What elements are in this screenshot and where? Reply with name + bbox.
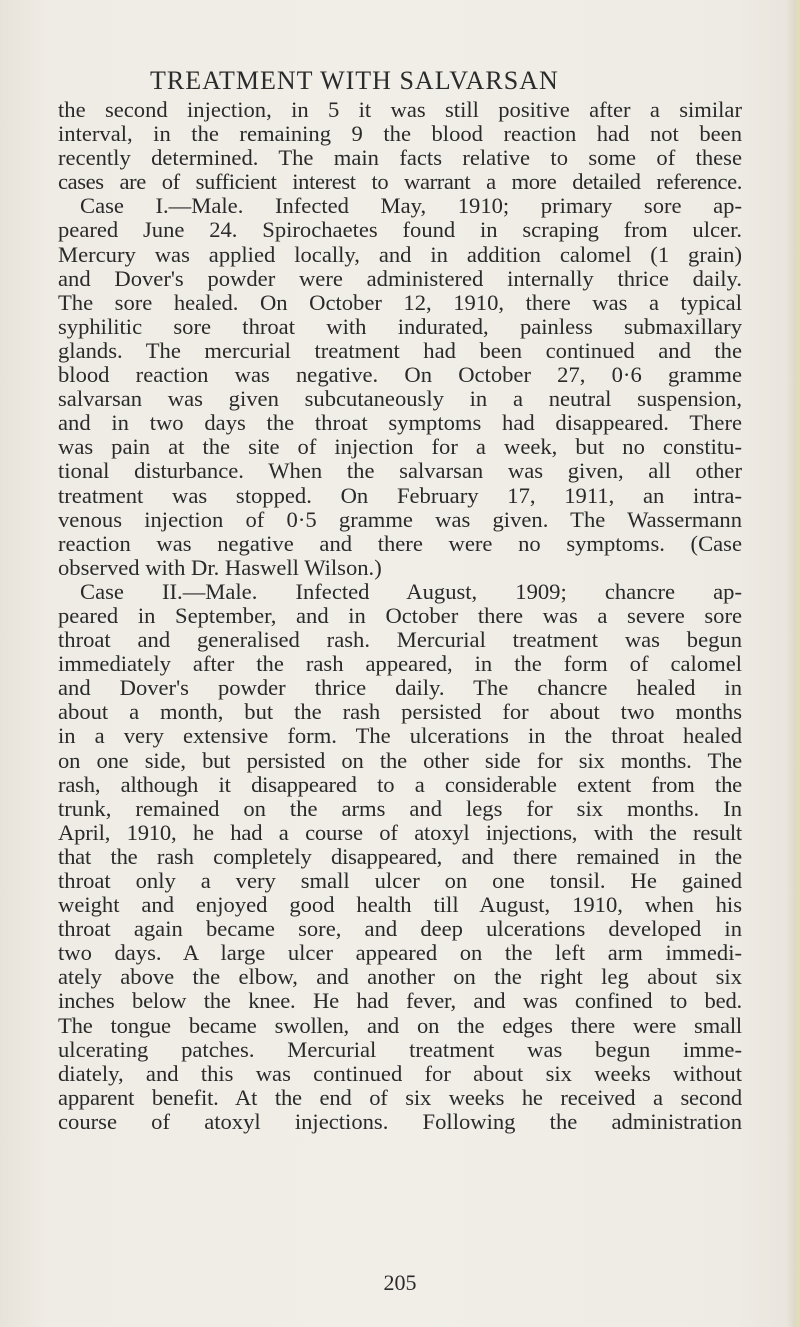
page-edge-shadow: [786, 0, 800, 1327]
text-line: trunk, remained on the arms and legs for six months. In: [58, 795, 742, 821]
text-line: immediately after the rash appeared, in the form of calomel: [58, 651, 742, 677]
text-line: reaction was negative and there were no symptoms. (Case: [58, 530, 742, 556]
text-line: salvarsan was given subcutaneously in a neutral suspension,: [58, 386, 742, 412]
text-line: blood reaction was negative. On October 27, 0·6 gramme: [58, 362, 742, 388]
text-line: ately above the elbow, and another on the right leg about six: [58, 964, 742, 990]
text-line: April, 1910, he had a course of atoxyl injections, with the result: [58, 819, 742, 845]
text-line: Mercury was applied locally, and in addition calomel (1 grain): [58, 241, 742, 267]
text-line: peared in September, and in October there was a severe sore: [58, 602, 742, 628]
text-line: throat and generalised rash. Mercurial treatment was begun: [58, 627, 742, 653]
page-number: 205: [383, 1270, 417, 1295]
case-heading-line: Case II.—Male. Infected August, 1909; chancre ap-: [80, 578, 742, 604]
text-line: diately, and this was continued for about six weeks without: [58, 1060, 742, 1086]
text-line: was pain at the site of injection for a week, but no constitu-: [58, 434, 742, 460]
text-line: inches below the knee. He had fever, and was confined to bed.: [58, 988, 742, 1014]
text-line: recently determined. The main facts relative to some of these: [58, 145, 742, 171]
text-line: throat only a very small ulcer on one tonsil. He gained: [58, 868, 742, 893]
text-line: that the rash completely disappeared, and there remained in the: [58, 843, 742, 869]
text-line: peared June 24. Spirochaetes found in scraping from ulcer.: [58, 217, 742, 243]
running-head: TREATMENT WITH SALVARSAN: [150, 66, 559, 95]
text-line: syphilitic sore throat with indurated, painless submaxillary: [58, 313, 742, 339]
body-text: [58, 98, 742, 1134]
text-line: The sore healed. On October 12, 1910, there was a typical: [58, 289, 742, 315]
text-line: rash, although it disappeared to a considerable extent from the: [58, 771, 742, 797]
text-line: the second injection, in 5 it was still positive after a similar: [58, 97, 742, 122]
text-line: on one side, but persisted on the other side for six months. The: [58, 747, 742, 773]
text-line: glands. The mercurial treatment had been continued and the: [58, 337, 742, 363]
text-line: weight and enjoyed good health till August, 1910, when his: [58, 892, 742, 918]
text-line: tional disturbance. When the salvarsan was given, all other: [58, 458, 742, 484]
text-line: in a very extensive form. The ulcerations in the throat healed: [58, 723, 742, 749]
text-line: apparent benefit. At the end of six weeks he received a second: [58, 1084, 742, 1110]
text-line: The tongue became swollen, and on the edges there were small: [58, 1012, 742, 1038]
text-line: about a month, but the rash persisted for about two months: [58, 699, 742, 725]
text-line: two days. A large ulcer appeared on the left arm immedi-: [58, 940, 742, 966]
text-line: treatment was stopped. On February 17, 1911, an intra-: [58, 482, 742, 508]
text-line: and Dover's powder thrice daily. The chancre healed in: [58, 675, 742, 701]
text-line: venous injection of 0·5 gramme was given. The Wassermann: [58, 506, 742, 532]
text-line: observed with Dr. Haswell Wilson.): [58, 554, 382, 580]
text-line: cases are of sufficient interest to warrant a more detailed reference.: [58, 169, 742, 195]
text-line: course of atoxyl injections. Following the administration: [58, 1108, 742, 1134]
text-line: interval, in the remaining 9 the blood reaction had not been: [58, 121, 742, 147]
text-line: and Dover's powder were administered internally thrice daily.: [58, 265, 742, 291]
case-heading-line: Case I.—Male. Infected May, 1910; primary sore ap-: [80, 193, 742, 219]
text-line: throat again became sore, and deep ulcerations developed in: [58, 916, 742, 942]
text-line: ulcerating patches. Mercurial treatment was begun imme-: [58, 1036, 742, 1062]
text-line: and in two days the throat symptoms had disappeared. There: [58, 410, 742, 436]
